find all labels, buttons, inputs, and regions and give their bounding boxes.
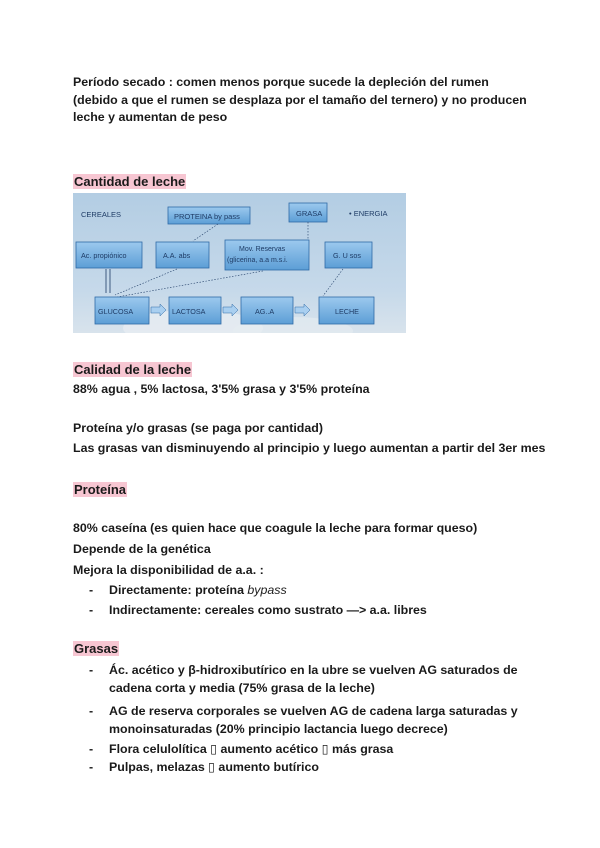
label-grasa: GRASA [296,209,323,218]
bullet-dash: - [89,742,94,756]
list-item [89,741,549,759]
label-mov-reservas-detail: (glicerina, a.a m.s.i. [227,257,288,264]
milk-production-diagram [73,193,406,333]
list-item [89,662,549,698]
heading-proteina-text: Proteína [74,482,127,497]
label-cereales: CEREALES [81,210,122,219]
heading-calidad [73,361,192,378]
list-item [89,759,549,777]
label-agua: AG..A [255,307,275,316]
label-proteina-bypass: PROTEINA by pass [174,212,240,221]
calidad-fat-trend: Las grasas van disminuyendo al principio y luego aumentan a partir del 3er mes [73,441,546,455]
bullet-dash: - [89,704,94,718]
bullet-dash: - [89,760,94,774]
list-item [89,703,549,739]
label-leche: LECHE [335,307,359,316]
heading-grasas [73,640,119,657]
bullet-text: Indirectamente: cereales como sustrato —> a.a. libres [109,603,427,617]
intro-paragraph: Período secado : comen menos porque sucede la depleción del rumen (debido a que el rumen se desplaza por el tamaño del ternero) y no producen leche y aumentan de peso [73,75,527,124]
bullet-text: Flora celulolítica ▯ aumento acético ▯ más grasa [109,742,394,756]
bullet-text: Directamente: proteína [109,583,248,597]
list-item [89,582,549,600]
bullet-text: AG de reserva corporales se vuelven AG de cadena larga saturadas y monoinsaturadas (20% principio lactancia luego decrece) [109,704,518,736]
label-lactosa: LACTOSA [172,307,206,316]
bullet-dash: - [89,603,94,617]
label-mov-reservas: Mov. Reservas [239,246,286,253]
heading-cantidad [73,173,186,190]
heading-calidad-text: Calidad de la leche [74,362,192,377]
heading-grasas-text: Grasas [74,641,119,656]
proteina-caseina: 80% caseína (es quien hace que coagule la leche para formar queso) [73,521,478,535]
box-mov-reservas [225,240,309,270]
label-g-u-sos: G. U sos [333,251,361,260]
label-ac-propionico: Ac. propiónico [81,251,127,260]
bullet-dash: - [89,583,94,597]
heading-proteina [73,481,127,498]
label-energia: • ENERGIA [349,209,388,218]
calidad-composition: 88% agua , 5% lactosa, 3'5% grasa y 3'5% proteína [73,382,370,396]
bullet-text: Ác. acético y β-hidroxibutírico en la ubre se vuelven AG saturados de cadena corta y media (75% grasa de la leche) [109,663,518,695]
proteina-genetica: Depende de la genética [73,542,211,556]
list-item [89,602,549,620]
bullet-text: Pulpas, melazas ▯ aumento butírico [109,760,319,774]
label-aa-abs: A.A. abs [163,251,191,260]
proteina-disponibilidad: Mejora la disponibilidad de a.a. : [73,563,264,577]
bullet-dash: - [89,663,94,677]
label-glucosa: GLUCOSA [98,307,134,316]
calidad-payment: Proteína y/o grasas (se paga por cantidad) [73,421,323,435]
bullet-emphasis: bypass [247,583,287,597]
heading-cantidad-text: Cantidad de leche [74,174,186,189]
